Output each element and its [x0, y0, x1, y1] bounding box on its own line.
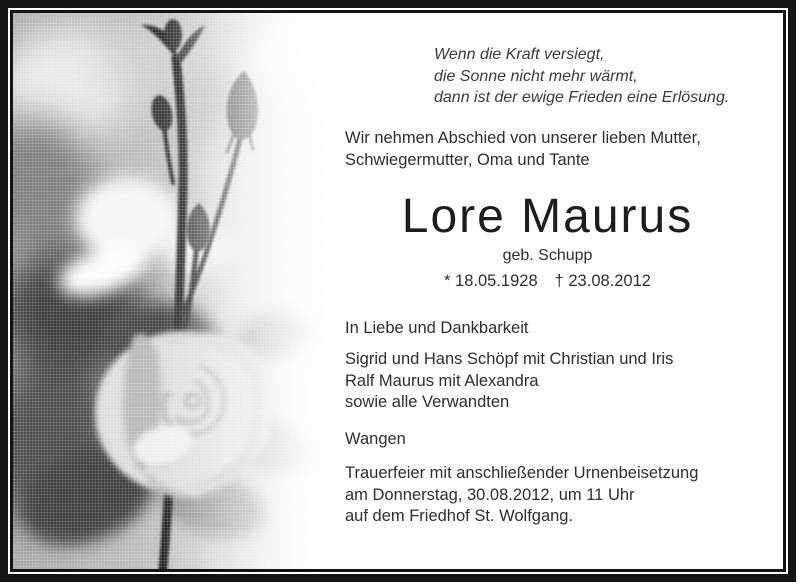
life-dates	[340, 272, 755, 291]
quote-line: dann ist der ewige Frieden eine Erlösung.	[434, 89, 730, 106]
intro-line: Wir nehmen Abschied von unserer lieben Mutter,	[345, 129, 701, 147]
death-date: † 23.08.2012	[554, 271, 651, 290]
closing-line: In Liebe und Dankbarkeit	[345, 319, 529, 337]
rose-photo-graphic	[13, 13, 343, 569]
funeral-info-line: Trauerfeier mit anschließender Urnenbeisetzung	[345, 464, 699, 482]
intro-line: Schwiegermutter, Oma und Tante	[345, 150, 590, 169]
rose-photo	[13, 13, 343, 569]
deceased-block	[340, 190, 755, 291]
mourner-line: Sigrid und Hans Schöpf mit Christian und Iris	[345, 350, 674, 368]
funeral-info-line: auf dem Friedhof St. Wolfgang.	[345, 507, 574, 525]
memorial-quote	[434, 44, 729, 109]
quote-line: die Sonne nicht mehr wärmt,	[434, 67, 638, 85]
deceased-name: Lore Maurus	[401, 190, 694, 243]
farewell-intro	[345, 128, 701, 171]
quote-line: Wenn die Kraft versiegt,	[434, 46, 605, 63]
maiden-name: geb. Schupp	[502, 246, 593, 264]
funeral-info-line: am Donnerstag, 30.08.2012, um 11 Uhr	[345, 485, 635, 504]
mourners-list	[345, 349, 673, 414]
birth-date: * 18.05.1928	[444, 271, 538, 290]
mourner-line: Ralf Maurus mit Alexandra	[345, 371, 539, 390]
place-name: Wangen	[345, 430, 406, 448]
mourner-line: sowie alle Verwandten	[345, 393, 510, 411]
funeral-info	[345, 463, 698, 528]
